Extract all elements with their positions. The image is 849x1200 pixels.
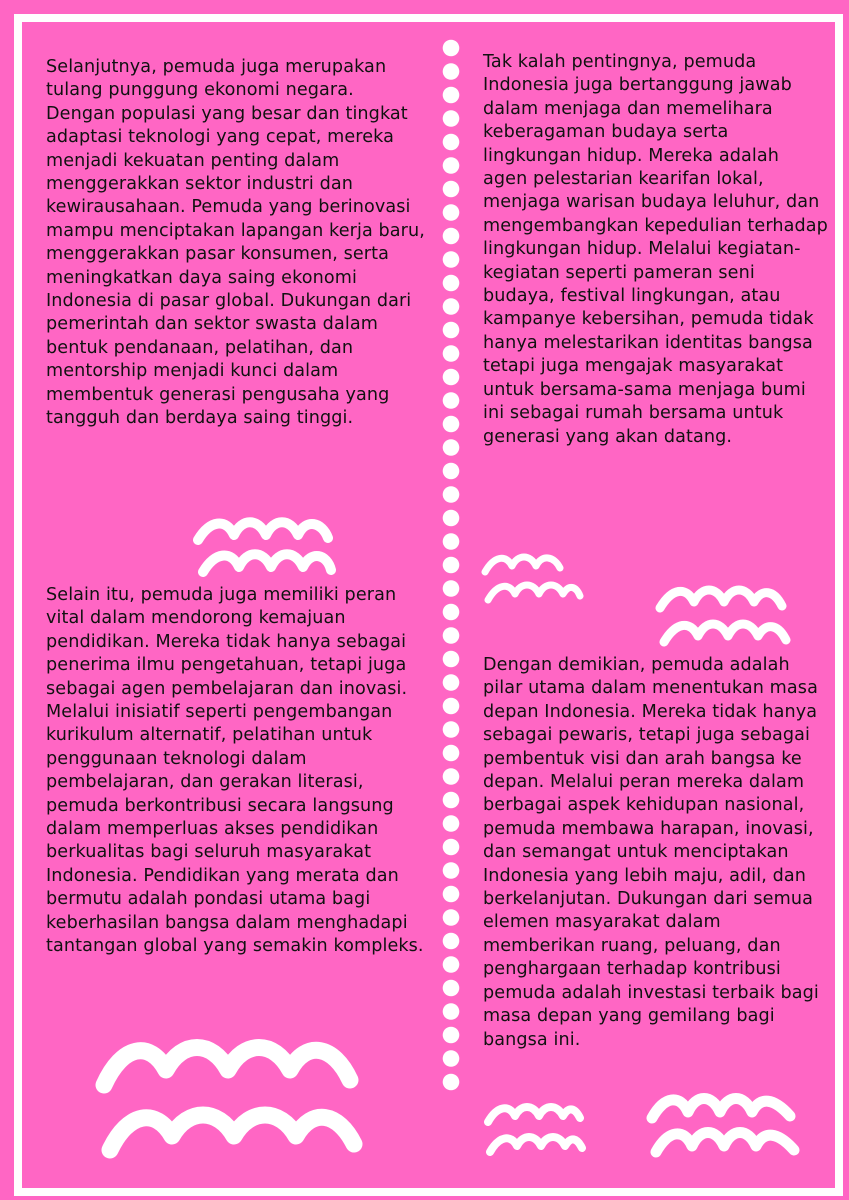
squiggle-decoration-right-middle: [660, 590, 786, 642]
paragraph-economy: Selanjutnya, pemuda juga merupakan tulang punggung ekonomi negara. Dengan populasi yang besar dan tingkat adaptasi teknologi yang cepat, mereka menjadi kekuatan penting dalam menggerakkan sektor industri dan kewirausahaan. Pemuda yang berinovasi mampu menciptakan lapangan kerja baru, menggerakkan pasar konsumen, serta meningkatkan daya saing ekonomi Indonesia di pasar global. Dukungan dari pemerintah dan sektor swasta dalam bentuk pendanaan, pelatihan, dan mentorship menjadi kunci dalam membentuk generasi pengusaha yang tangguh dan berdaya saing tinggi.: [46, 57, 425, 429]
paragraph-conclusion: Dengan demikian, pemuda adalah pilar utama dalam menentukan masa depan Indonesia. Mereka tidak hanya sebagai pewaris, tetapi juga sebagai pembentuk visi dan arah bangsa ke depan. Melalui peran mereka dalam berbagai aspek kehidupan nasional, pemuda membawa harapan, inovasi, dan semangat untuk menciptakan Indonesia yang lebih maju, adil, dan berkelanjutan. Dukungan dari semua elemen masyarakat dalam memberikan ruang, peluang, dan penghargaan terhadap kontribusi pemuda adalah investasi terbaik bagi masa depan yang gemilang bagi bangsa ini.: [483, 655, 819, 1050]
squiggle-decoration-right-small: [485, 557, 580, 600]
squiggle-decoration-bottom-small: [488, 1107, 582, 1152]
squiggle-decoration-bottom-right: [652, 1099, 794, 1153]
squiggle-decoration-left-upper: [198, 522, 331, 572]
paragraph-education: Selain itu, pemuda juga memiliki peran vital dalam mendorong kemajuan pendidikan. Mereka tidak hanya sebagai penerima ilmu pengetahuan, tetapi juga sebagai agen pembelajaran dan inovasi. Melalui inisiatif seperti pengembangan kurikulum alternatif, pelatihan untuk penggunaan teknologi dalam pembelajaran, dan gerakan literasi, pemuda berkontribusi secara langsung dalam memperluas akses pendidikan berkualitas bagi seluruh masyarakat Indonesia. Pendidikan yang merata dan bermutu adalah pondasi utama bagi keberhasilan bangsa dalam menghadapi tantangan global yang semakin kompleks.: [46, 585, 424, 957]
squiggle-decoration-left-lower: [104, 1048, 354, 1151]
paragraph-culture-environment: Tak kalah pentingnya, pemuda Indonesia juga bertanggung jawab dalam menjaga dan memelihara keberagaman budaya serta lingkungan hidup. Mereka adalah agen pelestarian kearifan lokal, menjaga warisan budaya leluhur, dan mengembangkan kepedulian terhadap lingkungan hidup. Melalui kegiatan-kegiatan seperti pameran seni budaya, festival lingkungan, atau kampanye kebersihan, pemuda tidak hanya melestarikan identitas bangsa tetapi juga mengajak masyarakat untuk bersama-sama menjaga bumi ini sebagai rumah bersama untuk generasi yang akan datang.: [483, 52, 828, 447]
